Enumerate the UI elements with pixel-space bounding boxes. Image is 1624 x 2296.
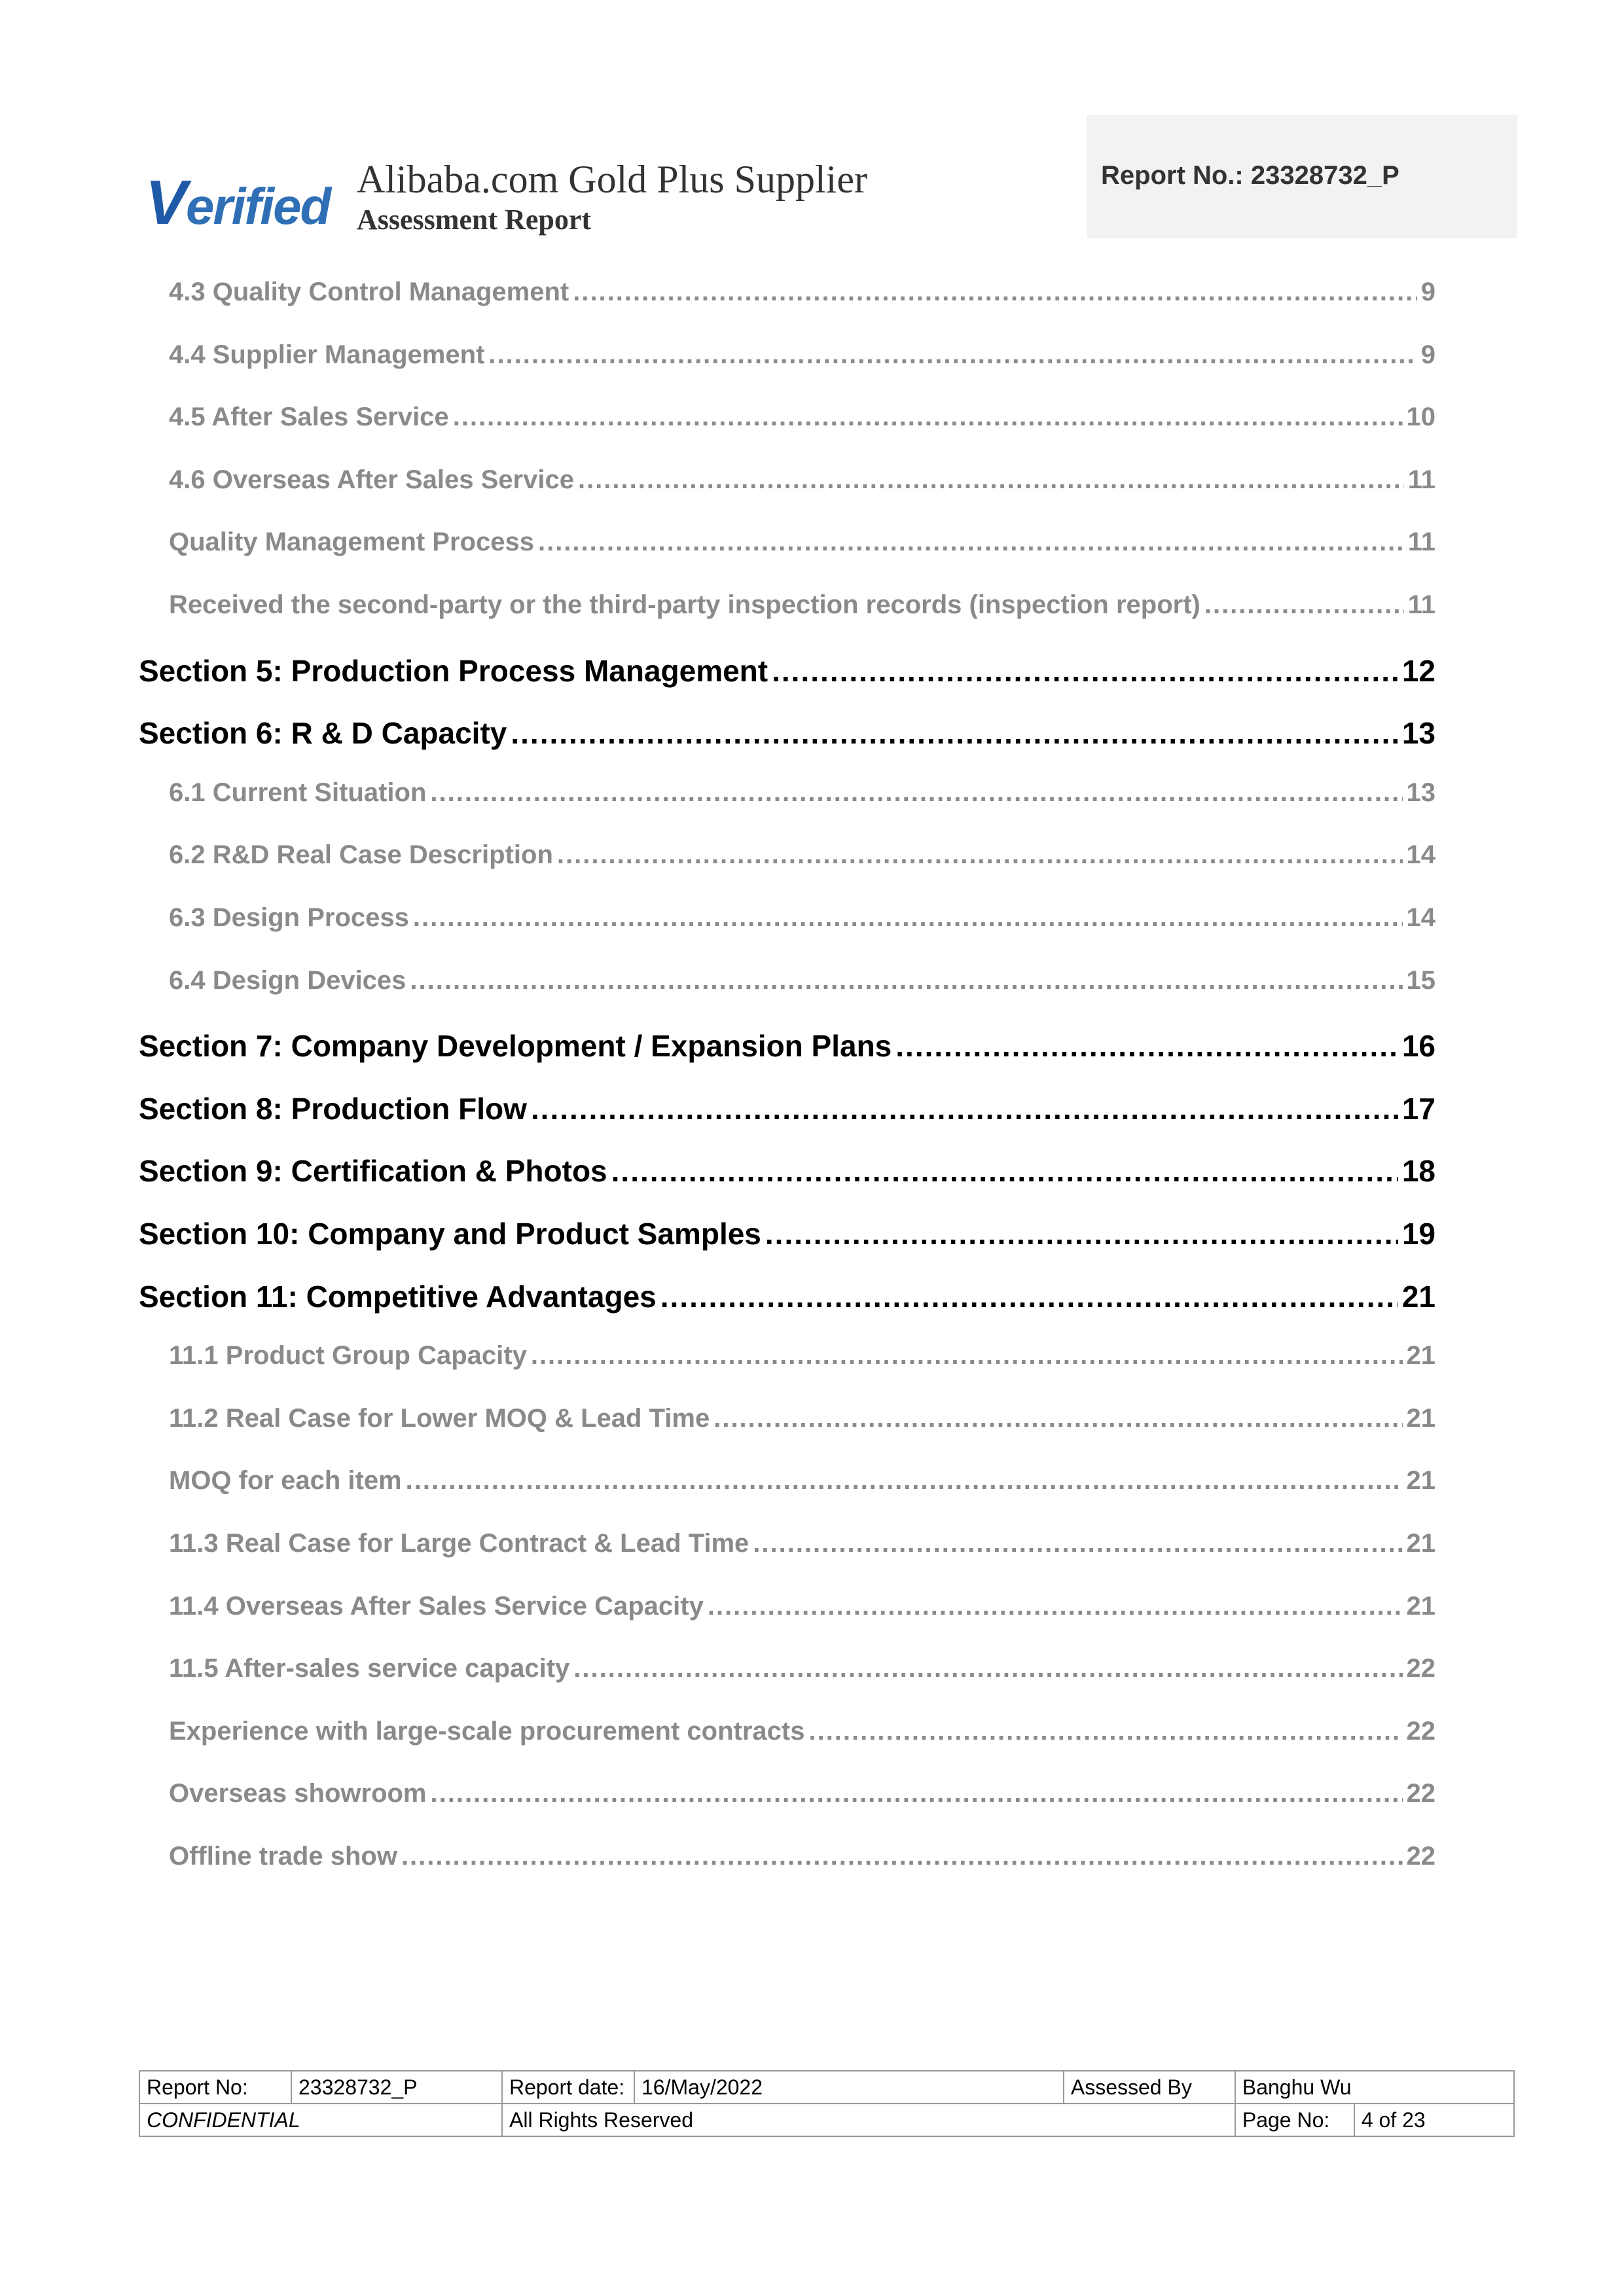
toc-entry-page: 21: [1406, 1341, 1435, 1370]
toc-leader-dots: [511, 715, 1398, 751]
toc-leader-dots: [410, 966, 1402, 996]
toc-entry-page: 14: [1406, 840, 1435, 869]
toc-leader-dots: [708, 1592, 1403, 1621]
toc-entry-title: MOQ for each item: [169, 1466, 402, 1495]
footer-report-no-label: Report No:: [139, 2071, 291, 2104]
toc-entry-page: 11: [1407, 528, 1435, 556]
toc-entry-title: Section 8: Production Flow: [139, 1092, 527, 1126]
toc-entry[interactable]: [169, 840, 1435, 870]
toc-entry-page: 11: [1407, 590, 1435, 619]
footer-page-no-label: Page No:: [1235, 2104, 1354, 2136]
toc-entry-page: 9: [1420, 340, 1435, 369]
toc-entry-page: 17: [1401, 1092, 1435, 1126]
toc-leader-dots: [413, 903, 1403, 933]
toc-entry-title: 6.4 Design Devices: [169, 966, 406, 995]
toc-entry-page: 21: [1406, 1466, 1435, 1495]
verified-logo: Verified: [145, 168, 331, 238]
toc-leader-dots: [406, 1466, 1403, 1496]
toc-leader-dots: [573, 278, 1417, 307]
footer-report-no-value: 23328732_P: [291, 2071, 502, 2104]
toc-entry[interactable]: [139, 715, 1435, 751]
toc-entry[interactable]: [169, 1779, 1435, 1808]
toc-entry-page: 21: [1406, 1592, 1435, 1621]
toc-leader-dots: [895, 1028, 1398, 1064]
toc-leader-dots: [660, 1279, 1398, 1314]
toc-entry[interactable]: [139, 1091, 1435, 1126]
toc-leader-dots: [401, 1842, 1403, 1871]
header-subtitle: Assessment Report: [357, 204, 592, 236]
footer-report-date-value: 16/May/2022: [634, 2071, 1064, 2104]
toc-leader-dots: [753, 1529, 1402, 1558]
toc-entry[interactable]: [169, 1654, 1435, 1683]
toc-entry-page: 21: [1401, 1280, 1435, 1314]
toc-entry-page: 22: [1406, 1654, 1435, 1683]
toc-entry[interactable]: [169, 528, 1435, 557]
toc-entry-title: 11.4 Overseas After Sales Service Capacity: [169, 1592, 704, 1621]
toc-entry-title: Section 7: Company Development / Expansion Plans: [139, 1029, 892, 1063]
report-number: Report No.: 23328732_P: [1101, 161, 1399, 190]
toc-entry[interactable]: [169, 403, 1435, 432]
toc-entry-title: 6.1 Current Situation: [169, 778, 427, 807]
toc-entry[interactable]: [169, 1341, 1435, 1371]
toc-entry-title: Section 6: R & D Capacity: [139, 716, 507, 750]
toc-entry-page: 9: [1420, 278, 1435, 306]
toc-entry-title: Offline trade show: [169, 1842, 397, 1871]
toc-leader-dots: [713, 1404, 1402, 1433]
toc-entry-title: 11.2 Real Case for Lower MOQ & Lead Time: [169, 1404, 710, 1433]
toc-entry[interactable]: [169, 465, 1435, 495]
toc-entry[interactable]: [169, 1592, 1435, 1621]
toc-entry[interactable]: [139, 1153, 1435, 1189]
toc-entry-title: 4.5 After Sales Service: [169, 403, 449, 431]
toc-entry-title: 11.1 Product Group Capacity: [169, 1341, 527, 1370]
toc-entry-title: Section 11: Competitive Advantages: [139, 1280, 657, 1314]
toc-entry-page: 14: [1406, 903, 1435, 932]
toc-entry-page: 13: [1406, 778, 1435, 807]
toc-entry[interactable]: [169, 1842, 1435, 1871]
toc-entry-title: 11.5 After-sales service capacity: [169, 1654, 570, 1683]
toc-entry-title: Overseas showroom: [169, 1779, 427, 1808]
toc-entry-title: Section 5: Production Process Management: [139, 654, 768, 688]
toc-entry-title: Experience with large-scale procurement contracts: [169, 1717, 805, 1746]
toc-entry-page: 15: [1406, 966, 1435, 995]
header-title: Alibaba.com Gold Plus Supplier: [357, 158, 867, 201]
toc-entry[interactable]: [139, 1028, 1435, 1064]
toc-entry[interactable]: [169, 1717, 1435, 1746]
toc-entry[interactable]: [169, 778, 1435, 808]
footer-page-no-value: 4 of 23: [1354, 2104, 1514, 2136]
footer-rights: All Rights Reserved: [502, 2104, 1235, 2136]
toc-leader-dots: [1204, 590, 1404, 620]
toc-entry-title: 4.3 Quality Control Management: [169, 278, 569, 306]
toc-entry[interactable]: [169, 340, 1435, 370]
toc-entry-page: 22: [1406, 1779, 1435, 1808]
footer-report-date-label: Report date:: [502, 2071, 634, 2104]
footer-row-1: [139, 2071, 1514, 2104]
toc-entry-page: 22: [1406, 1717, 1435, 1746]
toc-entry-page: 19: [1401, 1217, 1435, 1251]
toc-entry-page: 16: [1401, 1029, 1435, 1063]
toc-entry-page: 13: [1401, 716, 1435, 750]
toc-entry-title: Section 10: Company and Product Samples: [139, 1217, 761, 1251]
toc-entry-page: 12: [1401, 654, 1435, 688]
toc-leader-dots: [453, 403, 1403, 432]
report-number-box: [1087, 115, 1517, 238]
toc-entry[interactable]: [169, 590, 1435, 620]
toc-entry-title: 6.3 Design Process: [169, 903, 409, 932]
toc-leader-dots: [430, 778, 1402, 808]
toc-entry-title: 6.2 R&D Real Case Description: [169, 840, 553, 869]
toc-leader-dots: [772, 653, 1398, 689]
toc-leader-dots: [431, 1779, 1403, 1808]
toc-entry-page: 21: [1406, 1529, 1435, 1558]
toc-entry-page: 22: [1406, 1842, 1435, 1871]
toc-entry[interactable]: [169, 1529, 1435, 1558]
toc-leader-dots: [765, 1216, 1398, 1251]
toc-entry[interactable]: [169, 278, 1435, 307]
footer-confidential: CONFIDENTIAL: [139, 2104, 502, 2136]
page-footer: [139, 2070, 1515, 2137]
toc-entry-title: 4.4 Supplier Management: [169, 340, 485, 369]
toc-leader-dots: [538, 528, 1404, 557]
toc-entry-page: 18: [1401, 1154, 1435, 1188]
logo-text-rest: erified: [186, 177, 331, 235]
toc-entry-title: Section 9: Certification & Photos: [139, 1154, 607, 1188]
toc-leader-dots: [557, 840, 1403, 870]
footer-row-2: [139, 2104, 1514, 2136]
toc-entry-title: 11.3 Real Case for Large Contract & Lead Time: [169, 1529, 749, 1558]
toc-entry-title: Quality Management Process: [169, 528, 534, 556]
toc-leader-dots: [488, 340, 1416, 370]
toc-entry-page: 10: [1406, 403, 1435, 431]
footer-assessed-by-value: Banghu Wu: [1235, 2071, 1514, 2104]
toc-leader-dots: [531, 1341, 1403, 1371]
toc-leader-dots: [573, 1654, 1402, 1683]
toc-entry-page: 11: [1407, 465, 1435, 494]
toc-leader-dots: [611, 1153, 1398, 1189]
toc-leader-dots: [531, 1091, 1398, 1126]
toc-leader-dots: [808, 1717, 1402, 1746]
toc-leader-dots: [578, 465, 1404, 495]
toc-entry[interactable]: [169, 966, 1435, 996]
toc-entry[interactable]: [169, 1466, 1435, 1496]
toc-entry-page: 21: [1406, 1404, 1435, 1433]
footer-assessed-by-label: Assessed By: [1064, 2071, 1235, 2104]
toc-entry[interactable]: [139, 653, 1435, 689]
toc-entry[interactable]: [139, 1216, 1435, 1251]
toc-entry-title: 4.6 Overseas After Sales Service: [169, 465, 574, 494]
toc-entry-title: Received the second-party or the third-party inspection records (inspection report): [169, 590, 1200, 619]
toc-entry[interactable]: [139, 1279, 1435, 1314]
toc-entry[interactable]: [169, 903, 1435, 933]
toc-entry[interactable]: [169, 1404, 1435, 1433]
